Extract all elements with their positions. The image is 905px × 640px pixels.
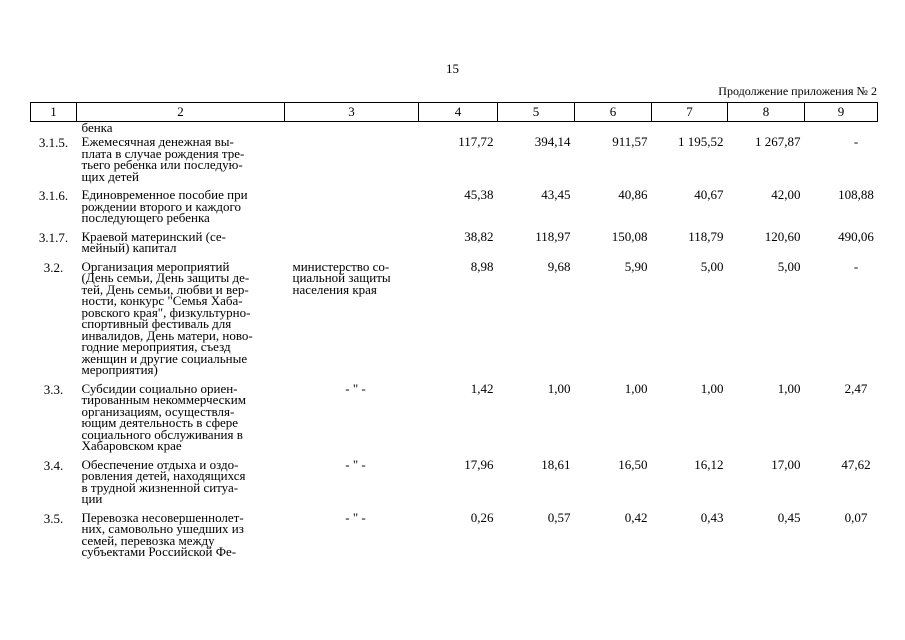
row-value: 18,61 — [541, 456, 571, 472]
row-number: 3.1.5. — [38, 135, 69, 150]
row-name: Субсидии социально ориен- тированным некоммерческим организациям, осуществля- ющим деятельность в сфере социального обслуживания в Хабаровском крае — [81, 380, 246, 453]
row-responsible: министерство со- циальной защиты населения края — [292, 258, 391, 297]
row-number: 3.1.7. — [38, 229, 69, 245]
continuation-text: бенка — [81, 120, 113, 135]
row-value: 45,38 — [464, 187, 494, 202]
row-value: 47,62 — [841, 456, 871, 472]
table-row — [31, 261, 878, 383]
row-value: 40,67 — [694, 187, 724, 202]
row-value: 42,00 — [771, 187, 801, 202]
column-header: 9 — [805, 103, 878, 122]
row-value: 5,00 — [777, 258, 801, 274]
row-value: 9,68 — [547, 258, 571, 274]
row-number: 3.1.6. — [38, 188, 69, 203]
column-header: 1 — [31, 103, 77, 122]
row-name: Ежемесячная денежная вы- плата в случае рождения тре- тьего ребенка или последую- щих детей — [81, 134, 245, 184]
row-name: Краевой материнский (се- мейный) капитал — [81, 228, 227, 255]
row-name: Перевозка несовершеннолет- них, самовольно ушедших из семей, перевозка между субъектами Российской Фе- — [81, 509, 244, 559]
row-responsible: - " - — [345, 380, 366, 396]
row-value: 5,90 — [624, 258, 648, 274]
table-row — [31, 383, 878, 459]
row-responsible — [285, 136, 419, 189]
row-value: 118,79 — [688, 228, 724, 244]
row-value: - — [853, 134, 859, 149]
row-value: 38,82 — [464, 228, 494, 244]
column-header: 2 — [77, 103, 285, 122]
row-value: 2,47 — [844, 380, 868, 396]
row-value: 117,72 — [458, 134, 494, 149]
row-value: 16,12 — [694, 456, 724, 472]
row-value: 1 267,87 — [755, 134, 801, 149]
row-value: 43,45 — [541, 187, 571, 202]
row-value: 40,86 — [618, 187, 648, 202]
row-value: 1,00 — [547, 380, 571, 396]
row-value: 1,00 — [777, 380, 801, 396]
row-value: 0,07 — [844, 509, 868, 525]
page-number: 15 — [446, 61, 459, 76]
column-header: 3 — [285, 103, 419, 122]
row-number: 3.5. — [43, 510, 64, 526]
appendix-continuation-note: Продолжение приложения № 2 — [718, 84, 877, 98]
row-value: 1,00 — [624, 380, 648, 396]
row-value: 394,14 — [534, 134, 571, 149]
table-row — [31, 231, 878, 261]
column-header: 7 — [652, 103, 728, 122]
table-row — [31, 459, 878, 512]
row-value: 1 195,52 — [678, 134, 724, 149]
column-header: 5 — [498, 103, 575, 122]
row-value: 108,88 — [838, 187, 874, 202]
budget-table — [30, 102, 878, 565]
row-responsible — [285, 189, 419, 231]
column-header: 6 — [575, 103, 652, 122]
row-value: 118,97 — [535, 228, 571, 244]
row-name: Организация мероприятий (День семьи, День защиты де- тей, День семьи, любви и вер- ности, конкурс "Семья Хаба- ровского края", физкультурно- спортивный фестиваль для инвалидов, День матери, ново- годние мероприятия, съезд женщин и другие социальные мероприятия) — [81, 258, 253, 377]
row-number: 3.2. — [43, 259, 64, 275]
column-header: 4 — [419, 103, 498, 122]
row-number: 3.3. — [43, 381, 64, 397]
row-value: 17,00 — [771, 456, 801, 472]
row-value: 490,06 — [838, 228, 874, 244]
row-value: 0,43 — [700, 509, 724, 525]
row-value: - — [853, 258, 859, 274]
table-row — [31, 512, 878, 565]
row-value: 911,57 — [612, 134, 648, 149]
row-number: 3.4. — [43, 457, 64, 473]
row-name: Единовременное пособие при рождении второго и каждого последующего ребенка — [81, 187, 248, 225]
row-value: 0,42 — [624, 509, 648, 525]
column-header: 8 — [728, 103, 805, 122]
row-responsible: - " - — [345, 509, 366, 525]
row-responsible — [285, 231, 419, 261]
row-value: 0,45 — [777, 509, 801, 525]
row-value: 16,50 — [618, 456, 648, 472]
table-row — [31, 136, 878, 189]
row-value: 17,96 — [464, 456, 494, 472]
row-value: 8,98 — [470, 258, 494, 274]
row-value: 120,60 — [764, 228, 801, 244]
row-value: 150,08 — [611, 228, 648, 244]
row-value: 1,00 — [700, 380, 724, 396]
row-responsible: - " - — [345, 456, 366, 472]
row-value: 1,42 — [470, 380, 494, 396]
row-value: 0,26 — [470, 509, 494, 525]
row-value: 0,57 — [547, 509, 571, 525]
row-name: Обеспечение отдыха и оздо- ровления детей, находящихся в трудной жизненной ситуа- ции — [81, 456, 246, 506]
table-row — [31, 189, 878, 231]
header-row — [31, 103, 878, 122]
row-value: 5,00 — [700, 258, 724, 274]
